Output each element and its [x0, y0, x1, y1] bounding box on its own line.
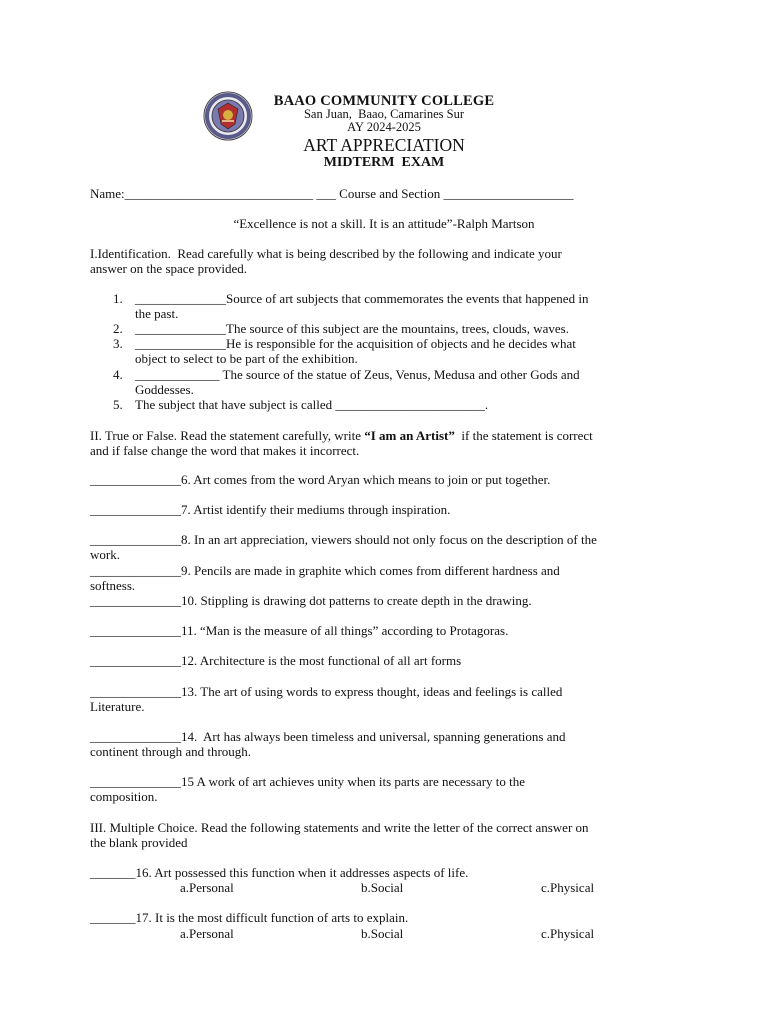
identification-item[interactable]: ______________Source of art subjects that commemorates the events that happened in	[135, 291, 589, 306]
college-address: San Juan, Baao, Camarines Sur	[303, 107, 465, 121]
section3-instructions-cont: the blank provided	[90, 835, 188, 850]
academic-year: AY 2024-2025	[347, 120, 421, 134]
section1-instructions: I.Identification. Read carefully what is being described by the following and indicate your	[90, 246, 562, 261]
true-false-item[interactable]: ______________9. Pencils are made in graphite which comes from different hardness and	[90, 563, 560, 578]
identification-item-cont: Goddesses.	[135, 382, 194, 397]
choice-c: c.Physical	[541, 926, 595, 941]
identification-item[interactable]: The subject that have subject is called _______________________.	[135, 397, 489, 412]
true-false-item-cont: Literature.	[90, 699, 145, 714]
choice-b: b.Social	[361, 926, 404, 941]
true-false-item-cont: softness.	[90, 578, 136, 593]
quote: “Excellence is not a skill. It is an attitude”-Ralph Martson	[233, 216, 535, 231]
identification-item[interactable]: ______________He is responsible for the acquisition of objects and he decides what	[135, 336, 576, 351]
true-false-item-cont: composition.	[90, 789, 158, 804]
section2-instructions	[90, 428, 593, 443]
true-false-item[interactable]: ______________10. Stippling is drawing dot patterns to create depth in the drawing.	[90, 593, 532, 608]
choice-c: c.Physical	[541, 880, 595, 895]
section2-instructions-cont: and if false change the word that makes it incorrect.	[90, 443, 360, 458]
item-number: 4.	[113, 367, 123, 382]
true-false-item[interactable]: ______________14. Art has always been timeless and universal, spanning generations and	[90, 729, 566, 744]
item-number: 5.	[113, 397, 123, 412]
identification-item[interactable]: ______________The source of this subject are the mountains, trees, clouds, waves.	[135, 321, 569, 336]
section1-instructions-cont: answer on the space provided.	[90, 261, 248, 276]
true-false-item-cont: continent through and through.	[90, 744, 252, 759]
item-number: 1.	[113, 291, 123, 306]
exam-title: MIDTERM EXAM	[323, 155, 445, 170]
true-false-item[interactable]: ______________8. In an art appreciation, viewers should not only focus on the description of the	[90, 532, 597, 547]
multiple-choice-question[interactable]: _______16. Art possessed this function when it addresses aspects of life.	[90, 865, 469, 880]
identification-item[interactable]: _____________ The source of the statue of Zeus, Venus, Medusa and other Gods and	[135, 367, 580, 382]
college-name: BAAO COMMUNITY COLLEGE	[273, 93, 495, 109]
course-title: ART APPRECIATION	[303, 135, 465, 155]
choice-a: a.Personal	[180, 926, 234, 941]
multiple-choice-question[interactable]: _______17. It is the most difficult function of arts to explain.	[90, 910, 409, 925]
section3-instructions: III. Multiple Choice. Read the following statements and write the letter of the correct answer on	[90, 820, 589, 835]
true-false-item[interactable]: ______________6. Art comes from the word Aryan which means to join or put together.	[90, 472, 551, 487]
item-number: 3.	[113, 336, 123, 351]
choice-b: b.Social	[361, 880, 404, 895]
item-number: 2.	[113, 321, 123, 336]
true-false-item[interactable]: ______________12. Architecture is the most functional of all art forms	[90, 653, 462, 668]
true-false-item[interactable]: ______________13. The art of using words to express thought, ideas and feelings is called	[90, 684, 563, 699]
choice-a: a.Personal	[180, 880, 234, 895]
section2-instructions-b: if the statement is correct	[454, 428, 593, 443]
true-false-item[interactable]: ______________7. Artist identify their mediums through inspiration.	[90, 502, 451, 517]
true-false-item-cont: work.	[90, 547, 120, 562]
true-false-item[interactable]: ______________11. “Man is the measure of all things” according to Protagoras.	[90, 623, 509, 638]
section2-instructions-bold: “I am an Artist”	[364, 428, 455, 443]
true-false-item[interactable]: ______________15 A work of art achieves unity when its parts are necessary to the	[90, 774, 526, 789]
name-course-line[interactable]: Name:_____________________________ ___ Course and Section ____________________	[90, 186, 574, 201]
identification-item-cont: object to select to be part of the exhibition.	[135, 351, 358, 366]
section2-instructions-a: II. True or False. Read the statement carefully, write	[90, 428, 365, 443]
identification-item-cont: the past.	[135, 306, 179, 321]
